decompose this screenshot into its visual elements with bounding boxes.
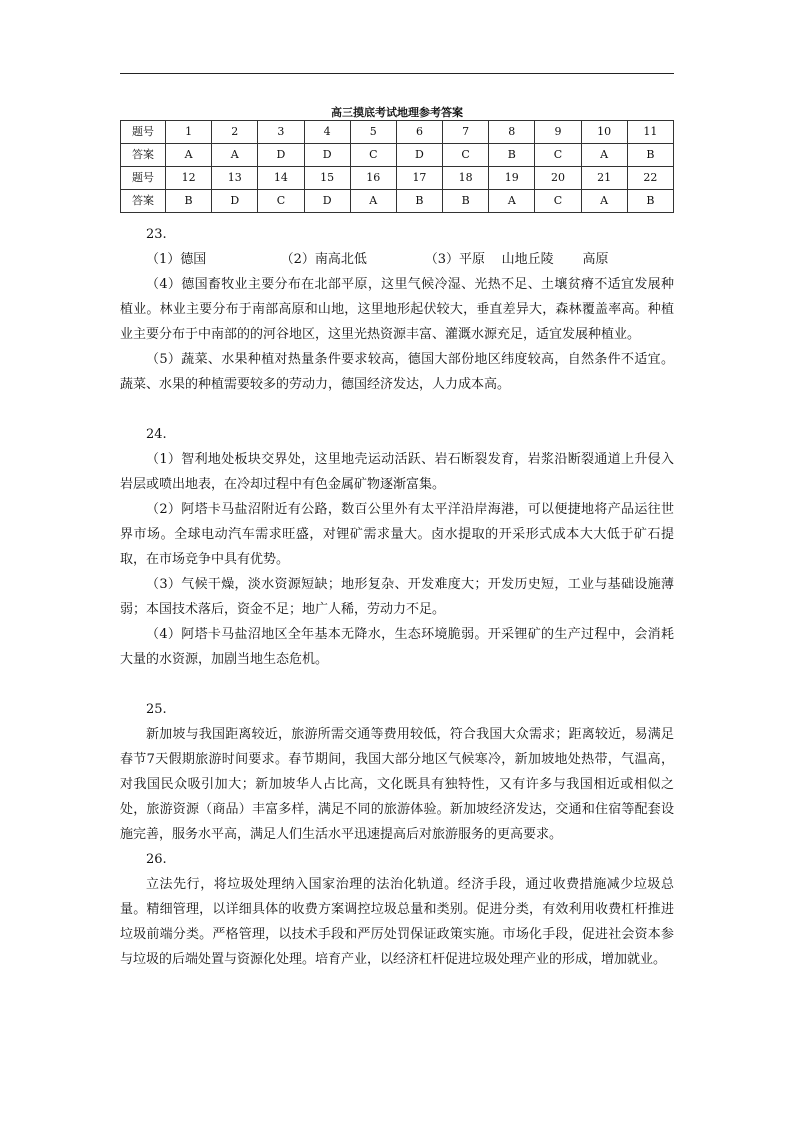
answer-table-cell: 1 [166, 121, 212, 144]
answer-table-cell: 15 [304, 167, 350, 190]
answer-table-row [121, 144, 674, 167]
header-rule [120, 73, 674, 74]
answer-table-cell: D [396, 144, 442, 167]
answer-table-cell: 21 [581, 167, 627, 190]
answer-table-cell: 14 [258, 167, 304, 190]
answer-table-cell: 19 [489, 167, 535, 190]
answer-table-cell: 2 [212, 121, 258, 144]
answer-table-cell: 11 [627, 121, 673, 144]
answer-table-cell: A [489, 190, 535, 213]
answer-table-cell: 20 [535, 167, 581, 190]
answer-table-row [121, 190, 674, 213]
row-header-cell: 题号 [121, 121, 166, 144]
q26-answer: 立法先行，将垃圾处理纳入国家治理的法治化轨道。经济手段，通过收费措施减少垃圾总量。精细管理，以详细具体的收费方案调控垃圾总量和类别。促进分类，有效利用收费杠杆推进垃圾前端分类。严格管理，以技术手段和严厉处罚保证政策实施。市场化手段，促进社会资本参与垃圾的后端处置与资源化处理。培育产业，以经济杠杆促进垃圾处理产业的形成，增加就业。 [120, 877, 674, 967]
row-header-cell: 题号 [121, 167, 166, 190]
answer-table-cell: 12 [166, 167, 212, 190]
q25-answer: 新加坡与我国距离较近，旅游所需交通等费用较低，符合我国大众需求；距离较近，易满足春节7天假期旅游时间要求。春节期间，我国大部分地区气候寒冷，新加坡地处热带，气温高，对我国民众吸引加大；新加坡华人占比高，文化既具有独特性，又有许多与我国相近或相似之处，旅游资源（商品）丰富多样，满足不同的旅游体验。新加坡经济发达，交通和住宿等配套设施完善，服务水平高，满足人们生活水平迅速提高后对旅游服务的更高要求。 [120, 727, 674, 842]
answer-table-cell: A [581, 144, 627, 167]
document-title: 高三摸底考试地理参考答案 [331, 106, 463, 119]
answer-table-cell: 5 [350, 121, 396, 144]
answer-table-cell: 18 [443, 167, 489, 190]
answer-table-cell: A [581, 190, 627, 213]
question-23-number: 23. [146, 227, 167, 242]
answer-table-row [121, 167, 674, 190]
answer-table-cell: A [166, 144, 212, 167]
answer-table-cell: 13 [212, 167, 258, 190]
answer-table-cell: B [627, 190, 673, 213]
q23-part5: （5）蔬菜、水果种植对热量条件要求较高，德国大部份地区纬度较高，自然条件不适宜。蔬菜、水果的种植需要较多的劳动力，德国经济发达，人力成本高。 [120, 352, 674, 392]
answer-table-cell: 16 [350, 167, 396, 190]
answer-table-cell: B [396, 190, 442, 213]
answer-table-cell: B [489, 144, 535, 167]
answer-table-cell: 17 [396, 167, 442, 190]
row-header-cell: 答案 [121, 144, 166, 167]
answer-table [120, 120, 674, 213]
answer-table-cell: B [166, 190, 212, 213]
answer-table-cell: 6 [396, 121, 442, 144]
answer-table-cell: A [350, 190, 396, 213]
answer-content [120, 222, 674, 972]
q24-part3: （3）气候干燥，淡水资源短缺；地形复杂、开发难度大；开发历史短，工业与基础设施薄弱；本国技术落后，资金不足；地广人稀，劳动力不足。 [120, 577, 674, 617]
answer-table-cell: A [212, 144, 258, 167]
q24-part2: （2）阿塔卡马盐沼附近有公路，数百公里外有太平洋沿岸海港，可以便捷地将产品运往世界市场。全球电动汽车需求旺盛，对锂矿需求量大。卤水提取的开采形式成本大大低于矿石提取，在市场竞争中具有优势。 [120, 502, 674, 567]
answer-table-cell: 22 [627, 167, 673, 190]
answer-table-cell: 4 [304, 121, 350, 144]
answer-table-cell: B [627, 144, 673, 167]
answer-table-cell: D [212, 190, 258, 213]
answer-table-cell: D [304, 190, 350, 213]
q24-part4: （4）阿塔卡马盐沼地区全年基本无降水，生态环境脆弱。开采锂矿的生产过程中，会消耗大量的水资源，加剧当地生态危机。 [120, 627, 674, 667]
answer-table-cell: D [258, 144, 304, 167]
answer-table-cell: 9 [535, 121, 581, 144]
answer-table-cell: C [258, 190, 304, 213]
answer-table-cell: D [304, 144, 350, 167]
q23-part4: （4）德国畜牧业主要分布在北部平原，这里气候冷湿、光热不足、土壤贫瘠不适宜发展种植业。林业主要分布于南部高原和山地，这里地形起伏较大，垂直差异大，森林覆盖率高。种植业主要分布于中南部的的河谷地区，这里光热资源丰富、灌溉水源充足，适宜发展种植业。 [120, 277, 674, 342]
answer-table-cell: C [443, 144, 489, 167]
q23-part1-3: （1）德国 （2）南高北低 （3）平原 山地丘陵 高原 [146, 252, 609, 267]
question-24-number: 24. [146, 427, 167, 442]
question-25-number: 25. [146, 702, 167, 717]
answer-table-row [121, 121, 674, 144]
question-26-number: 26. [146, 852, 167, 867]
row-header-cell: 答案 [121, 190, 166, 213]
answer-table-cell: C [535, 190, 581, 213]
answer-table-cell: C [535, 144, 581, 167]
answer-table-cell: 3 [258, 121, 304, 144]
q24-part1: （1）智利地处板块交界处，这里地壳运动活跃、岩石断裂发育，岩浆沿断裂通道上升侵入岩层或喷出地表，在冷却过程中有色金属矿物逐渐富集。 [120, 452, 674, 492]
answer-table-cell: 7 [443, 121, 489, 144]
answer-table-cell: C [350, 144, 396, 167]
answer-table-cell: 8 [489, 121, 535, 144]
answer-table-cell: B [443, 190, 489, 213]
answer-table-cell: 10 [581, 121, 627, 144]
